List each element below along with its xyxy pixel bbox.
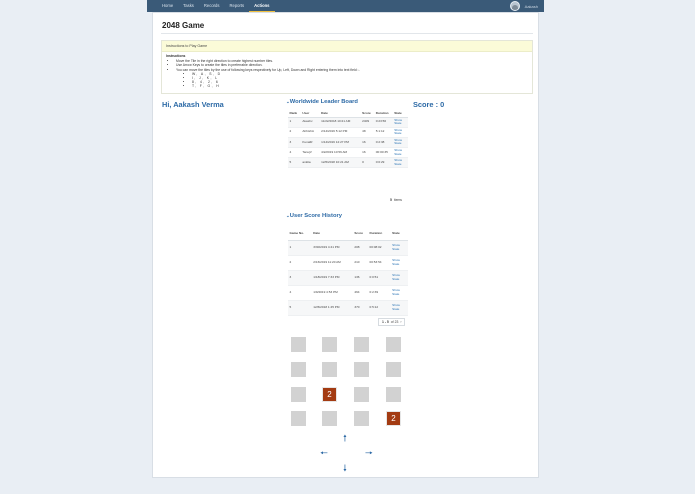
- user-silhouette-icon: [512, 5, 518, 10]
- board-cell: [291, 337, 306, 352]
- chevron-down-icon: ⌄: [286, 213, 290, 218]
- cell: 0:2:38: [374, 137, 392, 147]
- show-state-link[interactable]: Show State: [391, 270, 408, 285]
- table-row: [288, 240, 408, 255]
- history-header[interactable]: [286, 213, 342, 219]
- board-cell: [322, 411, 337, 426]
- cell: 0:2:39: [368, 285, 391, 300]
- show-state-link[interactable]: Show State: [393, 137, 408, 147]
- table-header-row: [288, 226, 408, 240]
- table-row: [288, 255, 408, 270]
- main-nav: [157, 0, 275, 12]
- col-duration[interactable]: Duration: [374, 110, 392, 117]
- key-mapping-text: I, J, K, L: [192, 76, 219, 81]
- show-state-link[interactable]: Show State: [391, 255, 408, 270]
- board-cell: [354, 362, 369, 377]
- chevron-down-icon: ⌄: [286, 99, 290, 104]
- col-duration[interactable]: Duration: [368, 226, 391, 240]
- board-cell: [291, 411, 306, 426]
- cell: 3: [288, 270, 312, 285]
- instruction-item: • Move the Tile in the right direction to create highest number tiles.: [176, 59, 528, 63]
- board-cell: [291, 387, 306, 402]
- arrow-down-button[interactable]: 🠗: [343, 463, 347, 473]
- board-cell: [386, 337, 401, 352]
- col-date[interactable]: Date: [312, 226, 353, 240]
- show-state-link[interactable]: Show State: [393, 127, 408, 137]
- board-tile: 2: [322, 387, 337, 402]
- cell: 16: [361, 148, 375, 158]
- table-row: [288, 270, 408, 285]
- cell: 0: [361, 158, 375, 168]
- cell: 12/6/2018 1:45 PM: [312, 300, 353, 315]
- leaderboard-header[interactable]: [286, 99, 358, 105]
- pager-box: [378, 318, 405, 326]
- table-header-row: [288, 110, 408, 117]
- cell: 5: [288, 158, 301, 168]
- cell: 0:0:51: [368, 270, 391, 285]
- cell: 00:08:02: [368, 240, 391, 255]
- col-date[interactable]: Date: [320, 110, 361, 117]
- col-state[interactable]: State: [391, 226, 408, 240]
- arrow-up-button[interactable]: 🠕: [343, 433, 347, 443]
- board-cell: [322, 337, 337, 352]
- avatar[interactable]: [510, 1, 520, 11]
- show-state-link[interactable]: Show State: [391, 285, 408, 300]
- show-state-link[interactable]: Show State: [393, 158, 408, 168]
- cell: 0:23:56: [374, 117, 392, 127]
- cell: 2: [288, 255, 312, 270]
- cell: Akashv: [301, 117, 320, 127]
- leaderboard-footer: [390, 198, 402, 202]
- table-row: [288, 285, 408, 300]
- cell: 370: [353, 300, 368, 315]
- col-rank[interactable]: Rank: [288, 110, 301, 117]
- key-mapping-text: W, A, S, D: [192, 71, 222, 76]
- cell: TanujV: [301, 148, 320, 158]
- cell: 3: [288, 137, 301, 147]
- show-state-link[interactable]: Show State: [393, 148, 408, 158]
- show-state-link[interactable]: Show State: [393, 117, 408, 127]
- board-cell: [291, 362, 306, 377]
- arrow-left-button[interactable]: 🠔: [320, 448, 328, 458]
- history-table: [288, 226, 408, 316]
- history-title: User Score History: [289, 213, 342, 219]
- cell: 2/14/2019 5:12 PM: [320, 127, 361, 137]
- key-mapping-text: T, F, G, H: [192, 84, 221, 89]
- instructions-box: [161, 40, 533, 94]
- cell: AbhishA: [301, 127, 320, 137]
- item-count: 5: [390, 198, 392, 202]
- cell: 12/6/2018 10:21 AM: [320, 158, 361, 168]
- cell: 1: [288, 240, 312, 255]
- game-board: [291, 337, 404, 432]
- cell: 208: [353, 240, 368, 255]
- cell: 16: [361, 137, 375, 147]
- cell: 210: [353, 255, 368, 270]
- leaderboard-title: Worldwide Leader Board: [289, 99, 358, 105]
- next-page-button[interactable]: ›: [400, 320, 402, 324]
- pager-total: of 23: [390, 320, 399, 324]
- col-state[interactable]: State: [393, 110, 408, 117]
- nav-tasks[interactable]: Tasks: [183, 3, 194, 8]
- cell: ankita: [301, 158, 320, 168]
- cell: 4: [288, 148, 301, 158]
- cell: 464: [353, 285, 368, 300]
- top-navbar: [147, 0, 544, 12]
- col-game-no[interactable]: Game No.: [288, 226, 312, 240]
- history-pager: [378, 318, 405, 326]
- leaderboard-table: [288, 110, 408, 168]
- col-score[interactable]: Score: [361, 110, 375, 117]
- board-cell: [354, 387, 369, 402]
- cell: KunalR: [301, 137, 320, 147]
- nav-home[interactable]: Home: [162, 3, 174, 8]
- instructions-body: [162, 52, 532, 91]
- table-row: [288, 117, 408, 127]
- cell: 1/14/2019 12:27 PM: [320, 137, 361, 147]
- cell: 00:00:35: [374, 148, 392, 158]
- col-user[interactable]: User: [301, 110, 320, 117]
- instructions-title: Instructions: [166, 54, 186, 58]
- nav-reports[interactable]: Reports: [229, 3, 245, 8]
- cell: 3/30/2019 4:41 PM: [312, 240, 353, 255]
- cell: 2: [288, 127, 301, 137]
- board-cell: [322, 362, 337, 377]
- show-state-link[interactable]: Show State: [391, 300, 408, 315]
- item-count-label: items: [393, 198, 402, 202]
- pager-range: 1 - 5: [382, 320, 389, 324]
- board-cell: [386, 387, 401, 402]
- user-name[interactable]: Aakash: [524, 3, 538, 9]
- table-row: [288, 148, 408, 158]
- board-tile: 2: [386, 411, 401, 426]
- key-mapping-list: [166, 72, 528, 89]
- user-menu[interactable]: [510, 1, 538, 11]
- show-state-link[interactable]: Show State: [391, 240, 408, 255]
- cell: 0:5:12: [368, 300, 391, 315]
- instruction-item: • You can move the tiles by the use of following keys respectively for Up, Left, Down and Right entering them into text field :-: [176, 68, 528, 72]
- board-cell: [354, 411, 369, 426]
- cell: 4: [288, 285, 312, 300]
- key-mapping-item: [192, 84, 528, 88]
- col-score[interactable]: Score: [353, 226, 368, 240]
- cell: 5:1:12: [374, 127, 392, 137]
- greeting: Hi, Aakash Verma: [162, 100, 224, 109]
- table-row: [288, 158, 408, 168]
- cell: 136: [353, 270, 368, 285]
- table-row: [288, 127, 408, 137]
- cell: 1/18/2019 7:33 PM: [312, 270, 353, 285]
- cell: 00:53:54: [368, 255, 391, 270]
- cell: 1: [288, 117, 301, 127]
- instruction-item: • Use Arrow Keys to create the tiles in preferrable direction.: [176, 63, 528, 67]
- table-row: [288, 137, 408, 147]
- cell: 5: [288, 300, 312, 315]
- cell: 4/2/2019 10:56 AM: [320, 148, 361, 158]
- board-cell: [354, 337, 369, 352]
- page-title: 2048 Game: [162, 21, 205, 30]
- instructions-list: [166, 59, 528, 72]
- board-cell: [386, 362, 401, 377]
- cell: 48: [361, 127, 375, 137]
- table-row: [288, 300, 408, 315]
- cell: 2/16/2019 11:20 AM: [312, 255, 353, 270]
- cell: 0:0:29: [374, 158, 392, 168]
- cell: 1/9/2019 4:53 PM: [312, 285, 353, 300]
- instructions-header: Instructions to Play Game: [162, 41, 532, 52]
- key-mapping-text: 8, 4, 2, 6: [192, 80, 220, 85]
- title-divider: [161, 33, 533, 34]
- cell: 2409: [361, 117, 375, 127]
- nav-actions[interactable]: Actions: [249, 0, 274, 12]
- cell: 11/22/2018 10:21 AM: [320, 117, 361, 127]
- arrow-right-button[interactable]: 🠖: [365, 448, 373, 458]
- score-display: Score : 0: [413, 100, 445, 109]
- nav-records[interactable]: Records: [203, 3, 220, 8]
- main-panel: [152, 12, 539, 478]
